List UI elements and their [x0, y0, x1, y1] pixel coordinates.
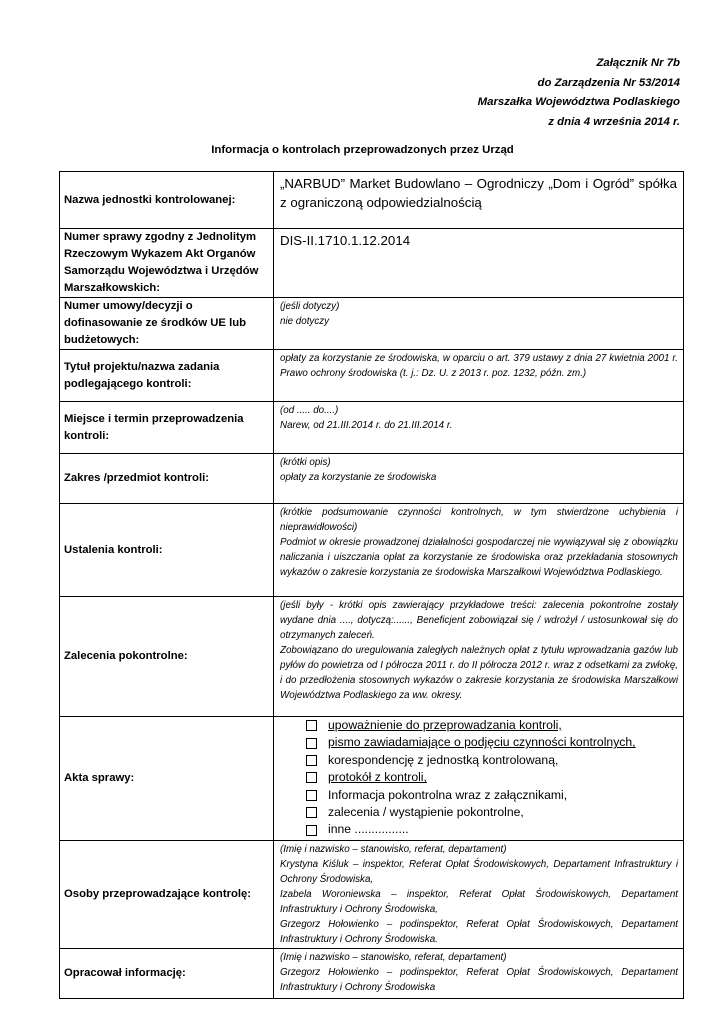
document-header [478, 54, 680, 132]
akta-item: protokół z kontroli, [306, 769, 678, 786]
label-numer-sprawy: Numer sprawy zgodny z Jednolitym Rzeczowym Wykazem Akt Organów Samorządu Województwa i Urzędów Marszałkowskich: [60, 229, 274, 298]
row-miejsce [60, 402, 684, 454]
row-tytul [60, 350, 684, 402]
value-umowa: nie dotyczy [280, 316, 330, 327]
value-opracowal: Grzegorz Hołowienko – podinspektor, Referat Opłat Środowiskowych, Departament Infrastruktury i Ochrony Środowiska [280, 966, 678, 993]
akta-item: korespondencję z jednostką kontrolowaną, [306, 752, 678, 769]
label-osoby: Osoby przeprowadzające kontrolę: [60, 840, 274, 948]
header-line-3: Marszałka Województwa Podlaskiego [477, 96, 680, 108]
value-tytul: opłaty za korzystanie ze środowiska, w oparciu o art. 379 ustawy z dnia 27 kwietnia 2001 r. Prawo ochrony środowiska (t. j.: Dz. U. z 2013 r. poz. 1232, późn. zm.) [274, 350, 684, 402]
label-umowa: Numer umowy/decyzji o dofinasowanie ze środków UE lub budżetowych: [60, 298, 274, 350]
akta-item: upoważnienie do przeprowadzania kontroli, [306, 717, 678, 734]
hint-zalecenia: (jeśli były - krótki opis zawierający przykładowe treści: zalecenia pokontrolne zostały wydane dnia ...., dotyczą:......, Beneficjent zobowiązał się / wdrożył / ustosunkował się do otrzymanych zaleceń. [280, 600, 678, 641]
label-opracowal: Opracował informację: [60, 948, 274, 998]
checkbox-icon[interactable] [306, 772, 317, 783]
info-table [59, 171, 684, 999]
value-numer-sprawy: DIS-II.1710.1.12.2014 [274, 229, 684, 298]
header-line-1: Załącznik Nr 7b [596, 57, 680, 69]
akta-item: pismo zawiadamiające o podjęciu czynności kontrolnych, [306, 734, 678, 751]
header-line-2: do Zarządzenia Nr 53/2014 [537, 76, 680, 89]
hint-ustalenia: (krótkie podsumowanie czynności kontrolnych, w tym stwierdzone uchybienia i nieprawidłowości) [280, 507, 678, 533]
checkbox-icon[interactable] [306, 755, 317, 766]
header-line-4: z dnia 4 września 2014 r. [548, 115, 680, 128]
row-numer-sprawy [60, 229, 684, 298]
label-zalecenia: Zalecenia pokontrolne: [60, 597, 274, 717]
label-ustalenia: Ustalenia kontroli: [60, 504, 274, 597]
row-jednostka [60, 172, 684, 229]
akta-item: inne ................ [306, 821, 678, 838]
akta-item: zalecenia / wystąpienie pokontrolne, [306, 804, 678, 821]
row-osoby [60, 840, 684, 948]
document-title: Informacja o kontrolach przeprowadzonych przez Urząd [211, 144, 514, 156]
akta-item: Informacja pokontrolna wraz z załącznikami, [306, 787, 678, 804]
value-jednostka: „NARBUD” Market Budowlano – Ogrodniczy „Dom i Ogród” spółka z ograniczoną odpowiedzialnością [274, 172, 684, 229]
value-miejsce: Narew, od 21.III.2014 r. do 21.III.2014 r. [280, 420, 453, 431]
akta-list [280, 717, 678, 839]
checkbox-icon[interactable] [306, 807, 317, 818]
label-akta: Akta sprawy: [60, 717, 274, 841]
label-zakres: Zakres /przedmiot kontroli: [60, 454, 274, 504]
label-tytul: Tytuł projektu/nazwa zadania podlegającego kontroli: [60, 350, 274, 402]
hint-opracowal: (Imię i nazwisko – stanowisko, referat, departament) [280, 951, 507, 963]
checkbox-icon[interactable] [306, 790, 317, 801]
label-jednostka: Nazwa jednostki kontrolowanej: [60, 172, 274, 229]
hint-zakres: (krótki opis) [280, 457, 331, 468]
person-2: Izabela Woroniewska – inspektor, Referat Opłat Środowiskowych, Departament Infrastruktury i Ochrony Środowiska, [280, 888, 678, 915]
row-zakres [60, 454, 684, 504]
label-miejsce: Miejsce i termin przeprowadzenia kontroli: [60, 402, 274, 454]
row-umowa [60, 298, 684, 350]
hint-umowa: (jeśli dotyczy) [280, 301, 340, 312]
value-zalecenia: Zobowiązano do uregulowania zaległych należnych opłat z tytułu wprowadzania gazów lub pyłów do powietrza od I półrocza 2011 r. do II półrocza 2012 r. wraz z odsetkami za zwłokę, i do przedłożenia stosownych wykazów o zakresie korzystania ze środowiska Marszałkowi Województwa Podlaskiego za ww. okresy. [280, 645, 678, 701]
person-1: Krystyna Kiśluk – inspektor, Referat Opłat Środowiskowych, Departament Infrastruktury i Ochrony Środowiska, [280, 858, 678, 885]
row-zalecenia [60, 597, 684, 717]
row-akta [60, 717, 684, 841]
checkbox-icon[interactable] [306, 720, 317, 731]
hint-miejsce: (od ..... do....) [280, 405, 339, 416]
row-ustalenia [60, 504, 684, 597]
value-zakres: opłaty za korzystanie ze środowiska [280, 472, 437, 483]
checkbox-icon[interactable] [306, 738, 317, 749]
checkbox-icon[interactable] [306, 825, 317, 836]
hint-osoby: (Imię i nazwisko – stanowisko, referat, departament) [280, 843, 507, 855]
person-3: Grzegorz Hołowienko – podinspektor, Referat Opłat Środowiskowych, Departament Infrastruktury i Ochrony Środowiska. [280, 918, 678, 945]
value-ustalenia: Podmiot w okresie prowadzonej działalności gospodarczej nie wywiązywał się z obowiązku naliczania i uiszczania opłat za korzystanie ze środowiska oraz przekładania stosownych wykazów o zakresie korzystania ze środowiska Marszałkowi Województwa Podlaskiego. [280, 537, 678, 578]
row-opracowal [60, 948, 684, 998]
